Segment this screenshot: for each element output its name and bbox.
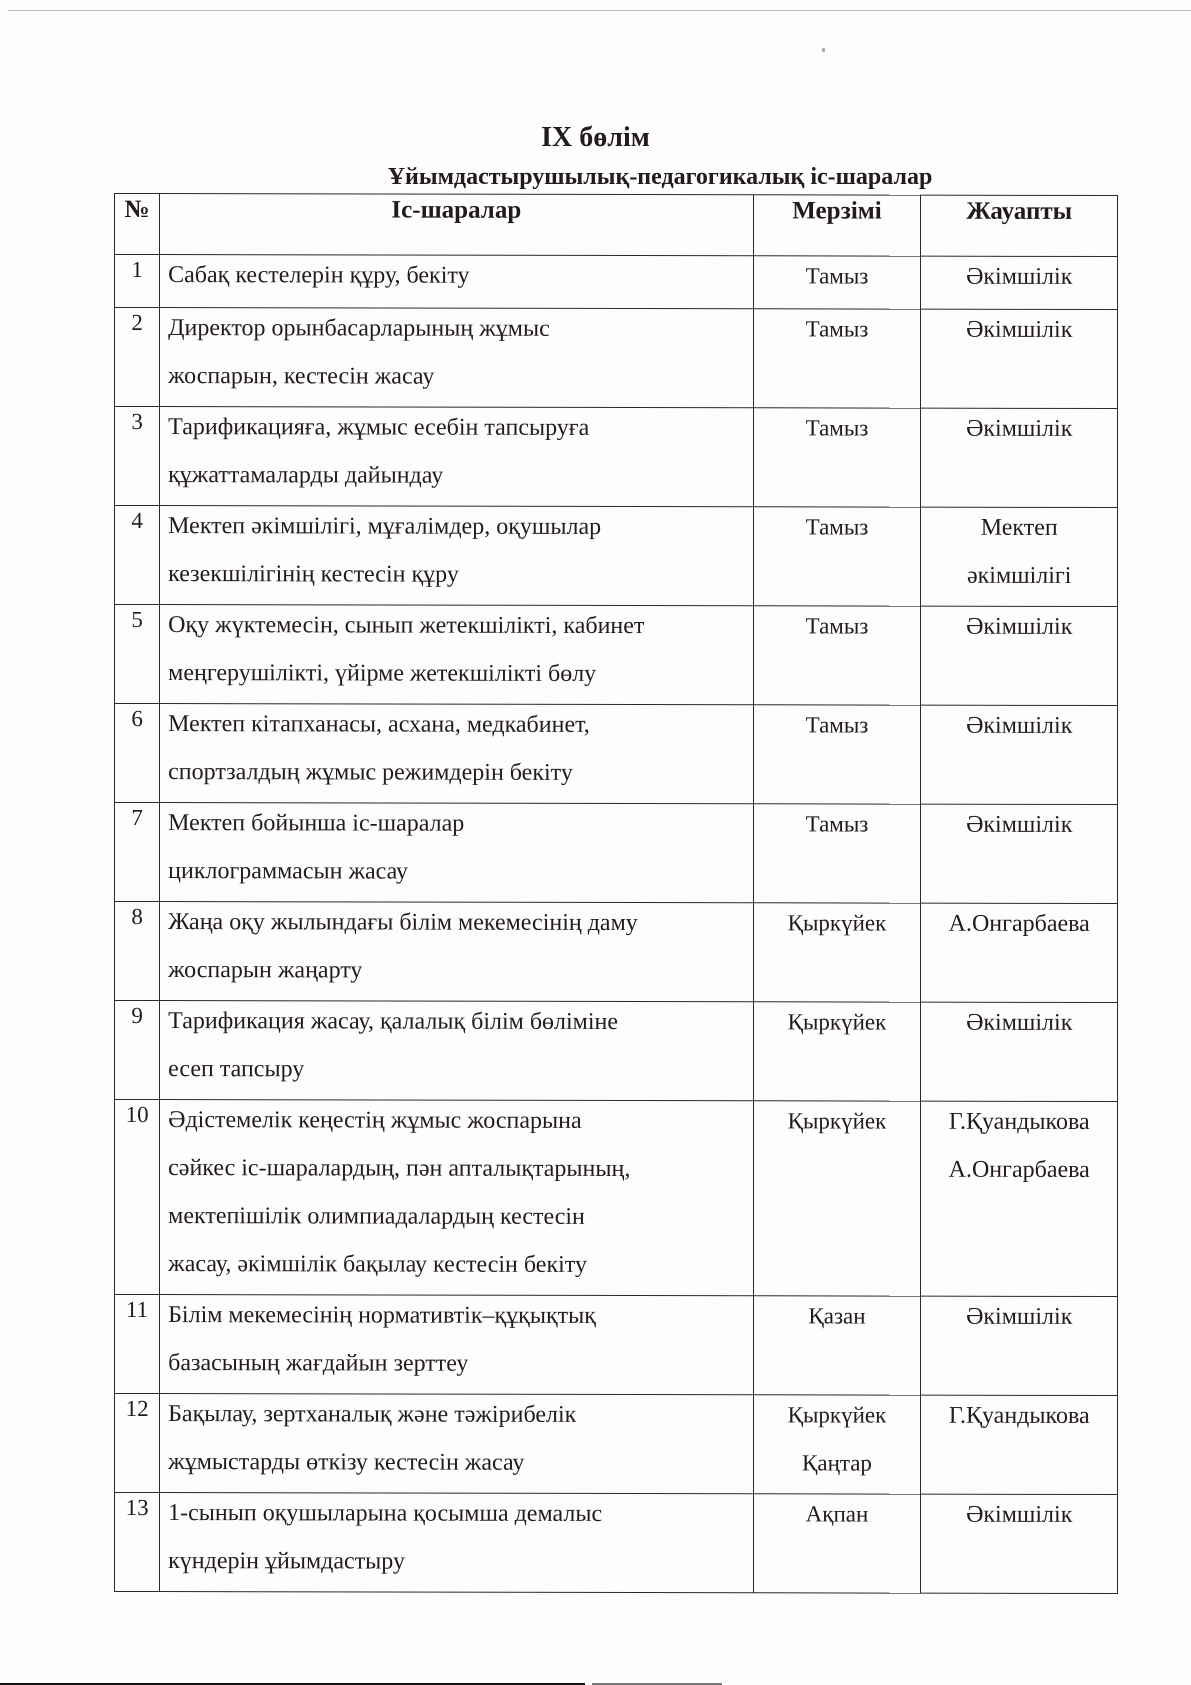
responsible-cell: [921, 1101, 1118, 1296]
activity-cell-line: мектепішілік олимпиадалардың кестесін: [168, 1203, 585, 1230]
activity-cell-line: есеп тапсыру: [168, 1056, 305, 1083]
responsible-cell: [921, 1296, 1118, 1395]
row-number: 13: [115, 1492, 160, 1591]
table-row: [115, 1393, 1118, 1494]
deadline-cell-line: Тамыз: [805, 613, 869, 639]
activity-cell-line: сәйкес іс-шаралардың, пән апталықтарының,: [168, 1155, 631, 1183]
deadline-cell-line: Ақпан: [805, 1501, 869, 1527]
activity-cell: [160, 1100, 753, 1296]
activity-cell-line: кезекшілігінің кестесін құру: [168, 561, 459, 588]
deadline-cell-line: Қыркүйек: [787, 1108, 887, 1134]
responsible-cell: [921, 804, 1118, 903]
responsible-cell-line: Әкімшілік: [966, 1501, 1073, 1528]
activity-cell: [160, 1295, 753, 1395]
activity-cell: [160, 308, 753, 408]
deadline-cell-line: Қазан: [808, 1303, 866, 1329]
deadline-cell: [753, 256, 921, 309]
table-body: [115, 254, 1118, 1593]
deadline-cell-line: Тамыз: [805, 316, 869, 342]
row-number: 11: [115, 1294, 160, 1393]
activity-cell-line: Білім мекемесінің нормативтік–құқықтық: [168, 1302, 596, 1329]
activity-cell-line: Мектеп әкімшілігі, мұғалімдер, оқушылар: [168, 513, 602, 540]
row-number: 7: [115, 802, 160, 901]
row-number: 12: [115, 1393, 160, 1492]
responsible-cell-line: Г.Қуандыкова: [948, 1108, 1090, 1135]
table-row: [115, 1099, 1118, 1296]
activity-cell-line: жасау, әкімшілік бақылау кестесін бекіту: [168, 1251, 587, 1278]
deadline-cell: [753, 903, 921, 1002]
row-number: 6: [115, 703, 160, 802]
table-row: [115, 802, 1118, 903]
table-row: [115, 1492, 1118, 1593]
activities-table: [114, 193, 1118, 1594]
activity-cell-line: меңгерушілікті, үйірме жетекшілікті бөлу: [168, 660, 597, 687]
header-activities: Іс-шаралар: [160, 194, 753, 256]
responsible-cell-line: Әкімшілік: [966, 811, 1073, 838]
activity-cell-line: күндерін ұйымдастыру: [168, 1548, 405, 1575]
activity-cell-line: Мектеп кітапханасы, асхана, медкабинет,: [168, 711, 590, 738]
responsible-cell: [921, 408, 1118, 507]
activity-cell: [160, 1001, 753, 1101]
deadline-cell: [753, 408, 921, 507]
deadline-cell: [753, 606, 921, 705]
row-number: 4: [115, 505, 160, 604]
deadline-cell-line: Қаңтар: [802, 1450, 872, 1476]
activity-cell: [160, 255, 753, 309]
scan-speck: [822, 48, 825, 52]
responsible-cell-line: әкімшілігі: [966, 562, 1072, 589]
row-number: 3: [115, 406, 160, 505]
deadline-cell: [753, 1101, 921, 1296]
activity-cell-line: жоспарын жаңарту: [168, 957, 363, 984]
activity-cell-line: спортзалдың жұмыс режимдерін бекіту: [168, 759, 573, 786]
table-row: [115, 254, 1118, 309]
responsible-cell-line: Әкімшілік: [966, 712, 1073, 739]
responsible-cell: [921, 1395, 1118, 1494]
responsible-cell-line: Әкімшілік: [966, 1303, 1073, 1330]
activity-cell: [160, 902, 753, 1002]
activity-cell-line: Бақылау, зертханалық және тәжірибелік: [168, 1401, 577, 1428]
table-row: [115, 1294, 1118, 1395]
activity-cell-line: Тарификация жасау, қалалық білім бөліміне: [168, 1008, 619, 1036]
deadline-cell-line: Қыркүйек: [787, 1009, 887, 1035]
deadline-cell-line: Тамыз: [805, 712, 869, 738]
activity-cell: [160, 506, 753, 606]
responsible-cell-line: Г.Қуандыкова: [948, 1402, 1090, 1429]
scan-edge-top: [8, 10, 1191, 11]
activity-cell-line: Жаңа оқу жылындағы білім мекемесінің даму: [168, 909, 638, 937]
responsible-cell: [921, 309, 1118, 408]
responsible-cell-line: Әкімшілік: [966, 613, 1073, 640]
table-row: [115, 901, 1118, 1002]
table-row: [115, 604, 1118, 705]
row-number: 9: [115, 1000, 160, 1099]
deadline-cell: [753, 1002, 921, 1101]
activity-cell-line: базасының жағдайын зерттеу: [168, 1350, 469, 1377]
responsible-cell: [921, 705, 1118, 804]
table-row: [115, 1000, 1118, 1101]
activity-cell-line: 1-сынып оқушыларына қосымша демалыс: [168, 1500, 603, 1527]
activity-cell-line: Әдістемелік кеңестің жұмыс жоспарына: [168, 1107, 582, 1134]
responsible-cell-line: Әкімшілік: [966, 263, 1073, 290]
section-title: IX бөлім: [541, 122, 650, 153]
deadline-cell-line: Қыркүйек: [787, 1402, 887, 1428]
responsible-cell-line: Әкімшілік: [966, 1009, 1073, 1036]
responsible-cell-line: А.Онгарбаева: [948, 910, 1090, 937]
deadline-cell-line: Қыркүйек: [787, 910, 887, 936]
activity-cell-line: Сабақ кестелерін құру, бекіту: [168, 262, 470, 289]
deadline-cell: [753, 1494, 921, 1593]
activity-cell-line: Директор орынбасарларының жұмыс: [168, 315, 550, 342]
row-number: 8: [115, 901, 160, 1000]
responsible-cell-line: Мектеп: [980, 514, 1058, 541]
activity-cell-line: Оқу жүктемесін, сынып жетекшілікті, кабинет: [168, 612, 645, 640]
deadline-cell: [753, 1395, 921, 1494]
activity-cell-line: құжаттамаларды дайындау: [168, 462, 444, 489]
responsible-cell: [921, 903, 1118, 1002]
responsible-cell-line: Әкімшілік: [966, 415, 1073, 442]
activity-cell: [160, 704, 753, 804]
responsible-cell-line: Әкімшілік: [966, 316, 1073, 343]
deadline-cell-line: Тамыз: [805, 514, 869, 540]
responsible-cell: [921, 1494, 1118, 1593]
deadline-cell-line: Тамыз: [805, 811, 869, 837]
activity-cell-line: Тарификацияға, жұмыс есебін тапсыруға: [168, 414, 590, 441]
activity-cell: [160, 1394, 753, 1494]
table-row: [115, 703, 1118, 804]
row-number: 1: [115, 254, 160, 307]
activity-cell-line: жоспарын, кестесін жасау: [168, 363, 435, 390]
header-responsible: Жауапты: [921, 195, 1118, 256]
deadline-cell-line: Тамыз: [805, 415, 869, 441]
row-number: 10: [115, 1099, 160, 1294]
responsible-cell: [921, 256, 1118, 309]
deadline-cell: [753, 507, 921, 606]
row-number: 2: [115, 307, 160, 406]
responsible-cell: [921, 507, 1118, 606]
activity-cell: [160, 407, 753, 507]
responsible-cell-line: А.Онгарбаева: [948, 1156, 1090, 1183]
header-deadline: Мерзімі: [753, 195, 921, 256]
deadline-cell: [753, 705, 921, 804]
header-number: №: [115, 193, 160, 254]
responsible-cell: [921, 606, 1118, 705]
activity-cell: [160, 1493, 753, 1593]
activity-cell-line: циклограммасын жасау: [168, 858, 409, 885]
activity-cell: [160, 605, 753, 705]
section-subtitle: Ұйымдастырушылық-педагогикалық іс-шаралар: [387, 164, 933, 190]
activity-cell-line: Мектеп бойынша іс-шаралар: [168, 810, 465, 837]
deadline-cell: [753, 804, 921, 903]
row-number: 5: [115, 604, 160, 703]
deadline-cell-line: Тамыз: [805, 263, 869, 289]
deadline-cell: [753, 309, 921, 408]
deadline-cell: [753, 1296, 921, 1395]
table-row: [115, 307, 1118, 408]
table-header-row: [115, 193, 1118, 256]
responsible-cell: [921, 1002, 1118, 1101]
activity-cell: [160, 803, 753, 903]
table-row: [115, 505, 1118, 606]
activity-cell-line: жұмыстарды өткізу кестесін жасау: [168, 1449, 525, 1476]
table-row: [115, 406, 1118, 507]
